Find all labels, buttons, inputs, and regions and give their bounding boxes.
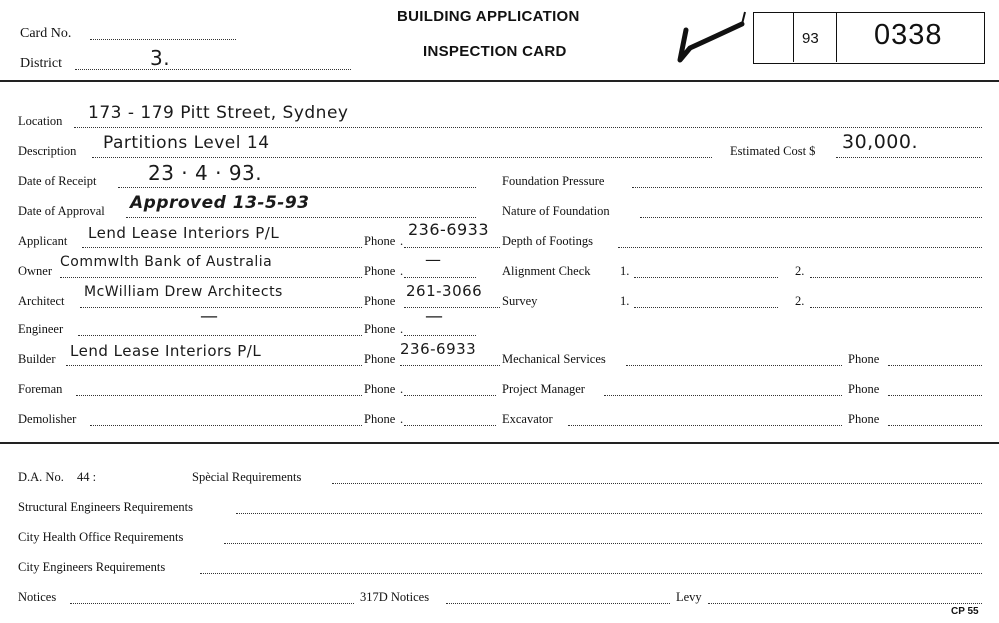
project-manager-dots: [604, 395, 842, 396]
architect-dots: [80, 307, 362, 308]
applicant-dots: [82, 247, 362, 248]
date-approval-label: Date of Approval: [18, 204, 105, 218]
location-dots: [74, 127, 982, 128]
form-code: CP 55: [951, 606, 979, 617]
architect-phone-value: 261-3066: [406, 282, 483, 300]
engineer-value: —: [200, 306, 219, 327]
excavator-phone-dots: [888, 425, 982, 426]
year-value: 93: [802, 30, 819, 47]
architect-phone-label: Phone: [364, 294, 396, 308]
owner-value: Commwlth Bank of Australia: [60, 254, 273, 270]
survey-label: Survey: [502, 294, 538, 308]
engineer-phone-label: Phone: [364, 322, 396, 336]
foreman-label: Foreman: [18, 382, 63, 396]
foreman-phone-dots: [404, 395, 496, 396]
survey-2: 2.: [795, 294, 805, 308]
description-value: Partitions Level 14: [103, 133, 270, 153]
foreman-dots: [76, 395, 362, 396]
survey-1: 1.: [620, 294, 630, 308]
owner-phone-dots: [404, 277, 476, 278]
architect-value: McWilliam Drew Architects: [84, 284, 283, 300]
levy-dots: [708, 603, 982, 604]
project-manager-label: Project Manager: [502, 382, 585, 396]
health-requirements-label: City Health Office Requirements: [18, 530, 184, 544]
architect-label: Architect: [18, 294, 65, 308]
survey-2-dots: [810, 307, 982, 308]
location-value: 173 - 179 Pitt Street, Sydney: [88, 103, 349, 123]
applicant-phone-label: Phone: [364, 234, 396, 248]
engineers-requirements-dots: [200, 573, 982, 574]
card-no-label: Card No.: [20, 26, 72, 41]
alignment-check-2-dots: [810, 277, 982, 278]
nature-foundation-label: Nature of Foundation: [502, 204, 610, 218]
nature-foundation-dots: [640, 217, 982, 218]
mechanical-services-label: Mechanical Services: [502, 352, 606, 366]
depth-footings-label: Depth of Footings: [502, 234, 593, 248]
date-receipt-label: Date of Receipt: [18, 174, 97, 188]
description-label: Description: [18, 144, 77, 158]
structural-requirements-label: Structural Engineers Requirements: [18, 500, 193, 514]
builder-phone-label: Phone: [364, 352, 396, 366]
special-requirements-dots: [332, 483, 982, 484]
builder-phone-dots: [400, 365, 500, 366]
applicant-label: Applicant: [18, 234, 68, 248]
description-dots: [92, 157, 712, 158]
card-number-frame: [753, 12, 985, 64]
owner-dots: [60, 277, 362, 278]
check-mark-icon: [672, 8, 750, 66]
header-rule: [0, 80, 999, 82]
date-approval-value: Approved 13-5-93: [130, 193, 310, 213]
special-requirements-label: Spècial Requirements: [192, 470, 302, 484]
estimated-cost-value: 30,000.: [842, 131, 919, 153]
mechanical-phone-label: Phone: [848, 352, 880, 366]
excavator-label: Excavator: [502, 412, 553, 426]
date-receipt-value: 23 · 4 · 93.: [148, 161, 263, 185]
mechanical-services-dots: [626, 365, 842, 366]
notices-dots: [70, 603, 354, 604]
engineer-phone-dots: [404, 335, 476, 336]
card-number: 0338: [874, 19, 943, 51]
demolisher-phone-dots: [404, 425, 496, 426]
notices-label: Notices: [18, 590, 57, 604]
engineer-phone-value: —: [425, 306, 444, 327]
location-label: Location: [18, 114, 63, 128]
da-label: D.A. No.: [18, 470, 64, 484]
engineers-requirements-label: City Engineers Requirements: [18, 560, 166, 574]
foundation-pressure-label: Foundation Pressure: [502, 174, 605, 188]
health-requirements-dots: [224, 543, 982, 544]
builder-label: Builder: [18, 352, 56, 366]
survey-1-dots: [634, 307, 778, 308]
depth-footings-dots: [618, 247, 982, 248]
project-manager-phone-dots: [888, 395, 982, 396]
district-value: 3.: [150, 46, 171, 70]
owner-phone-value: —: [425, 250, 442, 269]
district-label: District: [20, 56, 62, 71]
engineer-label: Engineer: [18, 322, 64, 336]
date-receipt-dots: [118, 187, 476, 188]
project-manager-phone-label: Phone: [848, 382, 880, 396]
demolisher-dots: [90, 425, 362, 426]
owner-phone-label: Phone: [364, 264, 396, 278]
levy-label: Levy: [676, 590, 702, 604]
alignment-check-label: Alignment Check: [502, 264, 591, 278]
date-approval-dots: [126, 217, 476, 218]
alignment-check-1-dots: [634, 277, 778, 278]
title-line-1: BUILDING APPLICATION: [397, 8, 580, 25]
title-line-2: INSPECTION CARD: [423, 43, 567, 60]
foundation-pressure-dots: [632, 187, 982, 188]
architect-phone-dots: [404, 307, 500, 308]
estimated-cost-dots: [836, 157, 982, 158]
engineer-dots: [78, 335, 362, 336]
demolisher-phone-label: Phone: [364, 412, 396, 426]
estimated-cost-label: Estimated Cost $: [730, 144, 816, 158]
structural-requirements-dots: [236, 513, 982, 514]
owner-label: Owner: [18, 264, 53, 278]
card-no-dots: [90, 39, 236, 40]
inspection-card: Card No. District 3. BUILDING APPLICATION INSPECTION CARD 93 0338 Location 173 - 179 Pitt Street, Sydney Description Partitions Level 14 Estimated Cost $ 30,000. Date of Receipt 23 · 4 · 93. Date of Approval Approved 13-5-93 Applicant Lend Lease Interiors P/L Phone . 236-6933 Owner Commwlth Bank of Australia Phone . — Architect McWilliam Drew Architects Phone 261-3066 Engineer — Phone . — Builder Lend Lease Interiors P/L Phone 236-6933 Foreman Phone . Demolisher Phone . Foundation Pressure Nature of Foundation Depth of Footings Alignment Check 1. 2. Survey 1. 2. Mechanical Services Phone Project Manager Phone Excavator Phone D.A. No. 44 : Spècial Requirements Structural Engineers Requirements City Health Office Requirements City Engineers Requirements Notices 317D Notices Levy CP 55: [0, 0, 999, 623]
demolisher-label: Demolisher: [18, 412, 77, 426]
excavator-dots: [568, 425, 842, 426]
section-rule: [0, 442, 999, 444]
da-value: 44 :: [77, 470, 97, 484]
foreman-phone-label: Phone: [364, 382, 396, 396]
mechanical-phone-dots: [888, 365, 982, 366]
applicant-phone-value: 236-6933: [408, 220, 490, 239]
district-dots: [75, 69, 351, 70]
notices-317d-dots: [446, 603, 670, 604]
builder-value: Lend Lease Interiors P/L: [70, 342, 262, 360]
notices-317d-label: 317D Notices: [360, 590, 430, 604]
excavator-phone-label: Phone: [848, 412, 880, 426]
builder-phone-value: 236-6933: [400, 340, 477, 358]
applicant-value: Lend Lease Interiors P/L: [88, 224, 280, 242]
alignment-check-1: 1.: [620, 264, 630, 278]
applicant-phone-dots: [404, 247, 500, 248]
builder-dots: [66, 365, 362, 366]
alignment-check-2: 2.: [795, 264, 805, 278]
